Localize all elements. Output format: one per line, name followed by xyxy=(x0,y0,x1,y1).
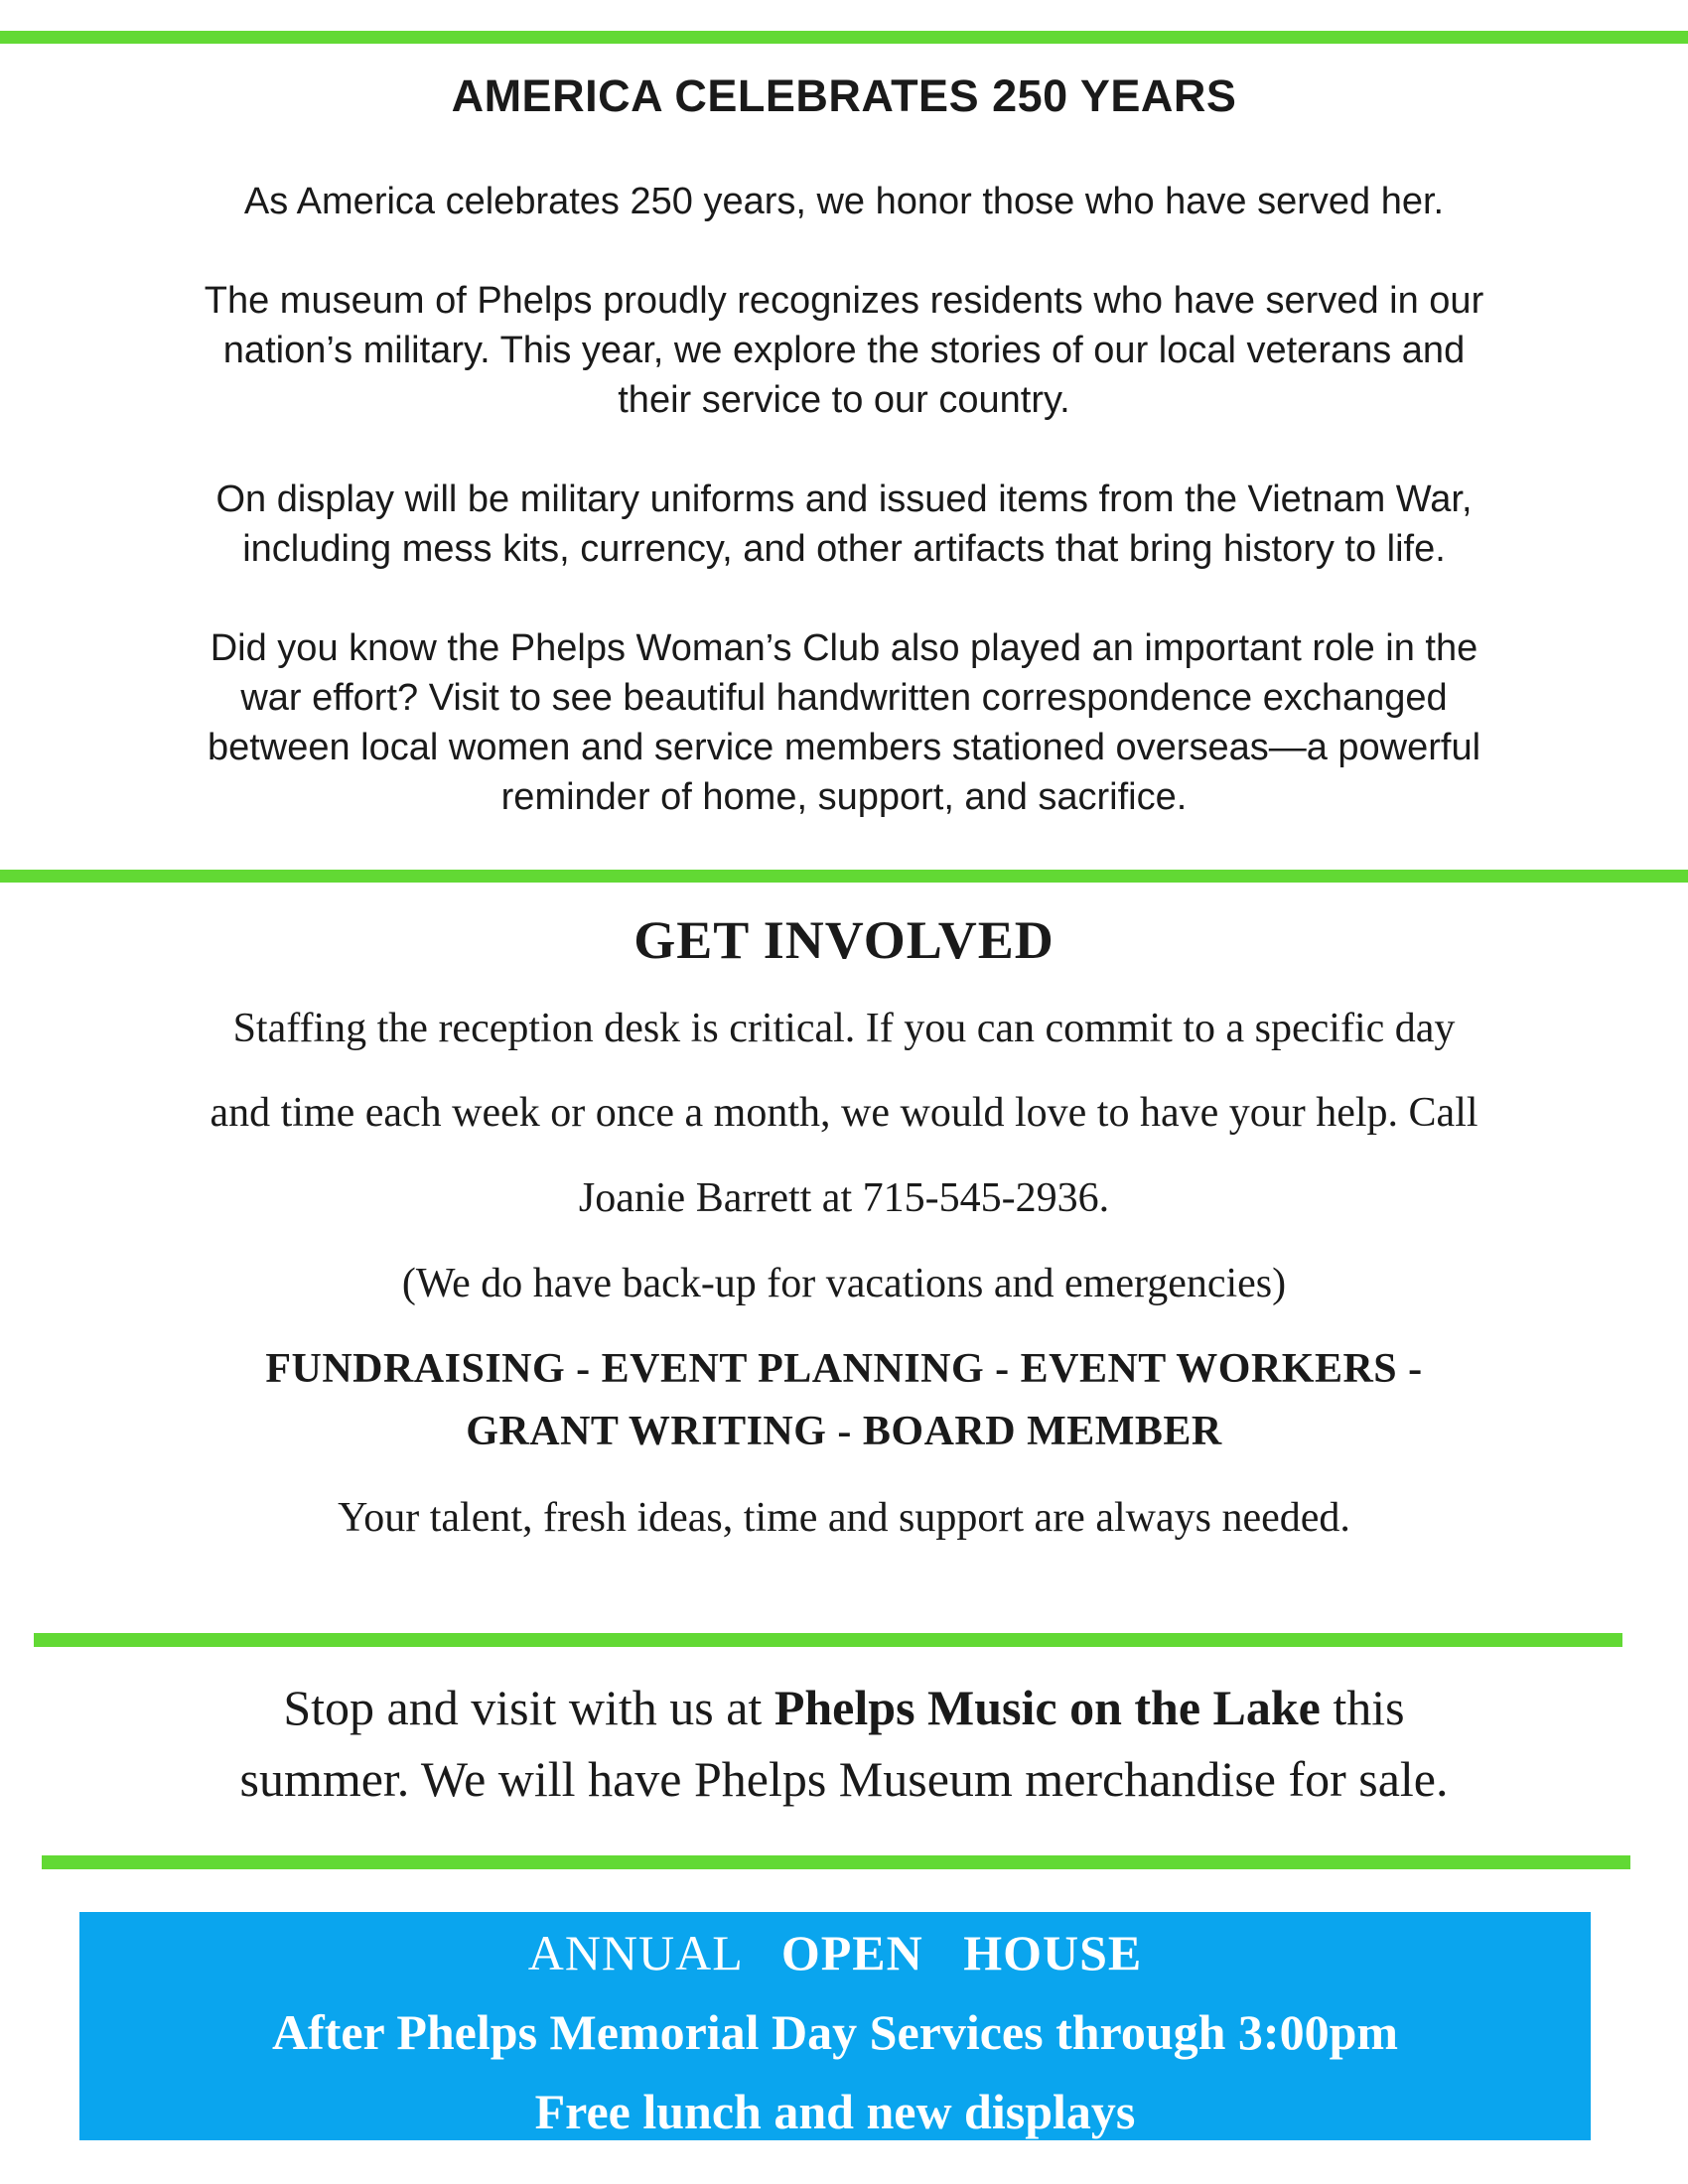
open-house-banner xyxy=(79,1912,1591,2140)
section2-line: (We do have back-up for vacations and emergencies) xyxy=(401,1261,1287,1306)
divider-middle xyxy=(0,870,1688,883)
para2-line: including mess kits, currency, and other artifacts that bring history to life. xyxy=(242,528,1446,570)
section1-para1 xyxy=(0,276,1688,425)
music-on-lake-text xyxy=(0,1672,1688,1815)
open-house-label: OPEN HOUSE xyxy=(780,1925,1143,1980)
music-line-1 xyxy=(0,1672,1688,1743)
roles-list xyxy=(0,1338,1688,1463)
para1-line: nation’s military. This year, we explore the stories of our local veterans and xyxy=(222,330,1466,371)
roles-line: GRANT WRITING - BOARD MEMBER xyxy=(466,1409,1222,1454)
section1-para3 xyxy=(0,623,1688,822)
open-house-offer: Free lunch and new displays xyxy=(534,2084,1136,2139)
music-line-1-start: Stop and visit with us at xyxy=(283,1680,774,1735)
music-event-name: Phelps Music on the Lake xyxy=(774,1680,1321,1735)
divider-lower xyxy=(34,1633,1622,1647)
para3-line: war effort? Visit to see beautiful handwritten correspondence exchanged xyxy=(240,677,1448,719)
section1-intro: As America celebrates 250 years, we honor those who have served her. xyxy=(243,181,1445,222)
section2-line: and time each week or once a month, we would love to have your help. Call xyxy=(210,1090,1478,1136)
para3-line: between local women and service members stationed overseas—a powerful xyxy=(207,727,1481,768)
divider-top xyxy=(0,31,1688,44)
music-line-2: summer. We will have Phelps Museum merchandise for sale. xyxy=(239,1751,1449,1807)
divider-bottom xyxy=(42,1855,1630,1869)
section2-line: Staffing the reception desk is critical. If you can commit to a specific day xyxy=(232,1006,1456,1051)
para1-line: their service to our country. xyxy=(618,379,1070,421)
open-house-title xyxy=(79,1924,1591,1981)
para3-line: Did you know the Phelps Woman’s Club also played an important role in the xyxy=(210,627,1478,669)
section1-title: AMERICA CELEBRATES 250 YEARS xyxy=(451,70,1237,121)
open-house-annual: ANNUAL xyxy=(527,1925,744,1980)
para2-line: On display will be military uniforms and issued items from the Vietnam War, xyxy=(215,478,1473,520)
section2-title: GET INVOLVED xyxy=(633,910,1055,970)
section2-contact-line: Joanie Barrett at 715-545-2936. xyxy=(578,1175,1110,1221)
para3-line: reminder of home, support, and sacrifice. xyxy=(500,776,1188,818)
section1-para2 xyxy=(0,475,1688,574)
music-line-1-end: this xyxy=(1320,1680,1405,1735)
roles-line: FUNDRAISING - EVENT PLANNING - EVENT WORKERS - xyxy=(265,1346,1423,1392)
section2-closing: Your talent, fresh ideas, time and support are always needed. xyxy=(338,1495,1350,1541)
para1-line: The museum of Phelps proudly recognizes residents who have served in our xyxy=(204,280,1484,322)
open-house-time: After Phelps Memorial Day Services through 3:00pm xyxy=(271,2004,1399,2060)
